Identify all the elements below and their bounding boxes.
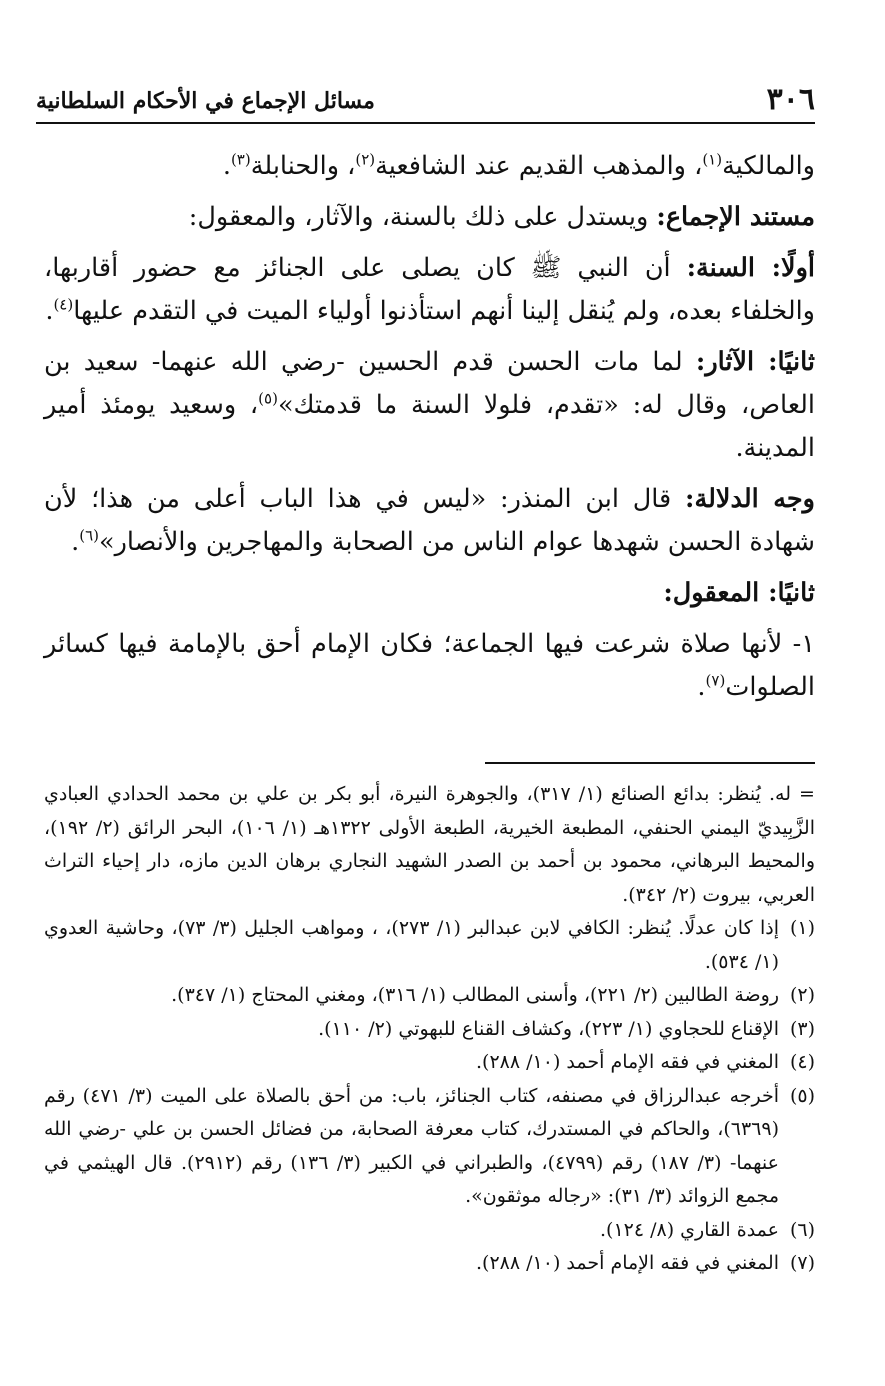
footnote: (١) إذا كان عدلًا. يُنظر: الكافي لابن عبدالبر (١/ ٢٧٣)، ، ومواهب الجليل (٣/ ٧٣)، وحاشية العدوي (١/ ٥٣٤). [44, 912, 815, 979]
footnote: (٥) أخرجه عبدالرزاق في مصنفه، كتاب الجنائز، باب: من أحق بالصلاة على الميت (٣/ ٤٧١) رقم (٦٣٦٩)، والحاكم في المستدرك، كتاب معرفة الصحابة، من فضائل الحسن بن علي -رضي الله عنهما- (٣/ ١٨٧) رقم (٤٧٩٩)، والطبراني في الكبير (٣/ ١٣٦) رقم (٢٩١٢). قال الهيثمي في مجمع الزوائد (٣/ ٣١): «رجاله موثقون». [44, 1080, 815, 1214]
footnote-ref: (٥) [258, 389, 278, 408]
footnote-number: (١) [789, 917, 815, 939]
paragraph: ثانيًا: الآثار: لما مات الحسن قدم الحسين -رضي الله عنهما- سعيد بن العاص، وقال له: «تقدم، فلولا السنة ما قدمتك»$^{(٥)}$، وسعيد يومئذ أمير المدينة. [44, 347, 815, 463]
footnote-number: (٣) [789, 1017, 815, 1040]
paragraph: أولًا: السنة: أن النبي ﷺ كان يصلى على الجنائز مع حضور أقاربها، والخلفاء بعده، ولم يُنقل إلينا أنهم استأذنوا أولياء الميت في التقدم عليها$^{(٤)}$. [44, 253, 815, 326]
page-number: ٣٠٦ [766, 82, 815, 117]
footnote-number: (٢) [789, 984, 815, 1006]
paragraph-heading: مستند الإجماع: [656, 202, 815, 232]
footnote-ref: (٧) [705, 671, 726, 690]
footnote-ref: (٦) [79, 526, 99, 545]
paragraph: ١- لأنها صلاة شرعت فيها الجماعة؛ فكان الإمام أحق بالإمامة فيها كسائر الصلوات$^{(٧)}$. [44, 629, 815, 702]
paragraph: والمالكية$^{(١)}$، والمذهب القديم عند الشافعية$^{(٢)}$، والحنابلة$^{(٣)}$. [222, 150, 815, 181]
footnotes [44, 778, 815, 1281]
footnote-ref: (٢) [355, 150, 376, 169]
footnote-continuation: = له. يُنظر: بدائع الصنائع (١/ ٣١٧)، والجوهرة النيرة، أبو بكر بن علي بن محمد الحدادي العبادي الزَّبِيديّ اليمني الحنفي، المطبعة الخيرية، الطبعة الأولى ١٣٢٢هـ (١/ ١٠٦)، البحر الرائق (٢/ ١٩٢)، والمحيط البرهاني، محمود بن أحمد بن الصدر الشهيد النجاري برهان الدين مازه، دار إحياء التراث العربي، بيروت (٢/ ٣٤٢). [44, 783, 815, 906]
paragraph-heading: وجه الدلالة: [685, 484, 815, 514]
footnote-number: (٤) [789, 1051, 815, 1073]
paragraph: وجه الدلالة: قال ابن المنذر: «ليس في هذا الباب أعلى من هذا؛ لأن شهادة الحسن شهدها عوام الناس من الصحابة والمهاجرين والأنصار»$^{(٦)}$. [44, 484, 815, 557]
main-text [44, 145, 815, 717]
paragraph [44, 572, 815, 615]
footnote: (٦) عمدة القاري (٨/ ١٢٤). [44, 1214, 815, 1248]
paragraph-heading: ثانيًا: الآثار: [695, 347, 815, 377]
footnote: (٤) المغني في فقه الإمام أحمد (١٠/ ٢٨٨). [44, 1046, 815, 1080]
footnote-ref: (٤) [53, 295, 74, 314]
footnote: (٣) الإقناع للحجاوي (١/ ٢٢٣)، وكشاف القناع للبهوتي (٢/ ١١٠). [44, 1013, 815, 1047]
footnote-ref: (٣) [230, 150, 251, 169]
paragraph-heading: أولًا: السنة: [686, 253, 815, 283]
paragraph-heading: ثانيًا: المعقول: [663, 578, 815, 608]
page-header [36, 82, 815, 124]
footnote-number: (٥) [789, 1084, 815, 1107]
footnote: (٧) المغني في فقه الإمام أحمد (١٠/ ٢٨٨). [44, 1247, 815, 1281]
footnote-ref: (١) [702, 150, 723, 169]
running-title: مسائل الإجماع في الأحكام السلطانية [36, 88, 375, 114]
footnote-divider [485, 762, 815, 764]
paragraph: مستند الإجماع: ويستدل على ذلك بالسنة، والآثار، والمعقول: [188, 202, 815, 232]
footnote: (٢) روضة الطالبين (٢/ ٢٢١)، وأسنى المطالب (١/ ٣١٦)، ومغني المحتاج (١/ ٣٤٧). [44, 979, 815, 1013]
footnote-number: (٧) [789, 1252, 815, 1274]
footnote-number: (٦) [789, 1218, 815, 1241]
